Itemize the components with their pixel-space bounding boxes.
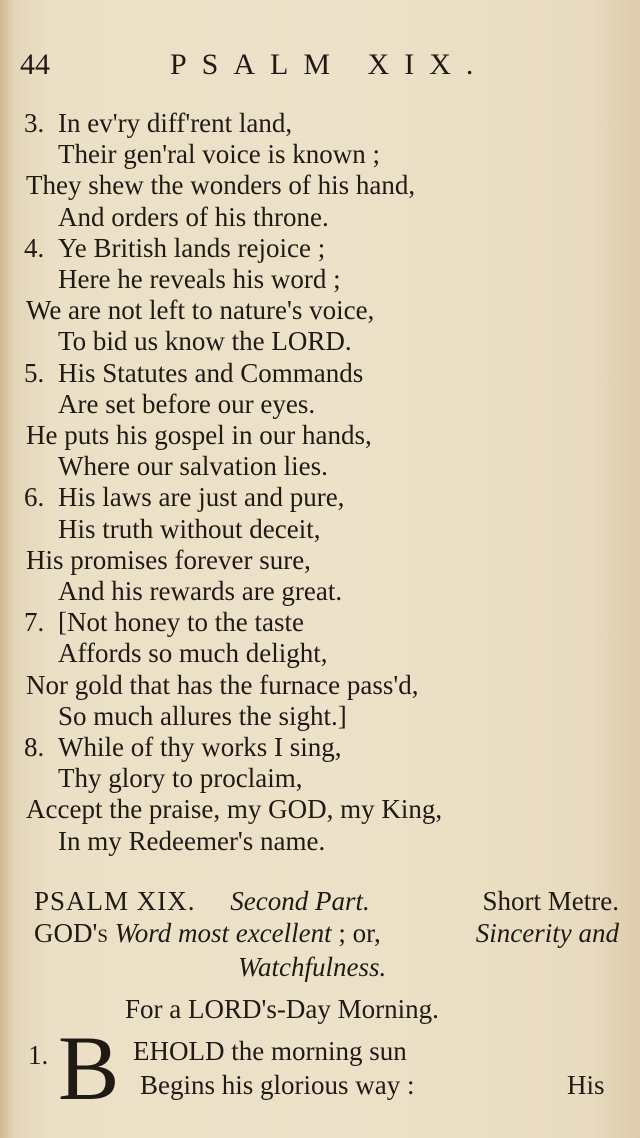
verse-line xyxy=(58,139,380,169)
page-gutter xyxy=(0,0,14,1138)
verse-text: Are set before our eyes. xyxy=(58,388,316,419)
verse-text: So much allures the sight.] xyxy=(58,700,347,731)
verse-line xyxy=(24,358,363,388)
hymn-second-line: Begins his glorious way : xyxy=(140,1070,415,1100)
verse-text: While of thy works I sing, xyxy=(58,732,342,762)
stanza-number: 5. xyxy=(24,357,45,388)
stanza-number: 7. xyxy=(24,607,45,638)
psalm-heading: PSALM XIX. xyxy=(34,886,196,916)
verse-line xyxy=(26,170,415,200)
verse-text: They shew the wonders of his hand, xyxy=(26,170,416,201)
verse-text: Ye British lands rejoice ; xyxy=(58,232,326,263)
verse-line xyxy=(26,295,374,325)
verse-line xyxy=(24,607,304,637)
verse-text: And his rewards are great. xyxy=(58,576,343,606)
psalm-subtitle-line-2: Watchfulness. xyxy=(238,952,387,982)
verse-text: His laws are just and pure, xyxy=(58,482,345,513)
subtitle-god: GOD's xyxy=(34,918,108,948)
verse-line xyxy=(24,108,292,138)
verse-text: [Not honey to the taste xyxy=(58,607,304,638)
verse-line xyxy=(58,326,352,356)
verse-text: His truth without deceit, xyxy=(58,513,321,544)
verse-text: Accept the praise, my GOD, my King, xyxy=(26,794,443,825)
verse-text: Nor gold that has the furnace pass'd, xyxy=(26,669,419,700)
stanza-number: 6. xyxy=(24,482,45,513)
part-heading xyxy=(34,886,619,917)
subtitle-or: ; or, xyxy=(338,918,381,948)
verse-line xyxy=(26,794,442,824)
verse-text: We are not left to nature's voice, xyxy=(26,295,375,326)
occasion-heading: For a LORD's-Day Morning. xyxy=(125,994,439,1024)
stanza-number: 8. xyxy=(24,732,45,762)
page-number: 44 xyxy=(20,48,50,81)
verse-text: Where our salvation lies. xyxy=(58,451,328,482)
stanza-number: 3. xyxy=(24,108,45,138)
verse-text: Affords so much delight, xyxy=(58,638,328,669)
verse-text: Thy glory to proclaim, xyxy=(58,763,303,794)
running-head: PSALM XIX. xyxy=(170,48,489,81)
stanza-number: 4. xyxy=(24,232,45,263)
verse-text: And orders of his throne. xyxy=(58,201,329,232)
verse-line xyxy=(58,826,325,856)
verse-text: Here he reveals his word ; xyxy=(58,264,341,294)
verse-line xyxy=(26,670,419,700)
verse-line xyxy=(58,451,328,481)
metre-label: Short Metre. xyxy=(482,886,619,916)
verse-line xyxy=(26,420,372,450)
verse-line xyxy=(24,233,325,263)
verse-line xyxy=(26,545,311,575)
subtitle-word: Word most excellent xyxy=(114,918,332,948)
verse-line xyxy=(58,389,315,419)
psalm-subtitle-line-1 xyxy=(34,918,619,949)
subtitle-sincerity: Sincerity and xyxy=(475,918,619,948)
page-header xyxy=(20,42,500,82)
verse-text: In ev'ry diff'rent land, xyxy=(58,108,293,138)
verse-line xyxy=(58,264,341,294)
drop-cap: B xyxy=(58,1017,120,1119)
hymn-first-line: EHOLD the morning sun xyxy=(133,1036,407,1066)
verse-line xyxy=(58,514,320,544)
verse-line xyxy=(58,576,342,606)
verse-line xyxy=(58,763,302,793)
verse-text: To bid us know the LORD. xyxy=(58,326,352,357)
verse-text: He puts his gospel in our hands, xyxy=(26,420,372,450)
verse-text: Their gen'ral voice is known ; xyxy=(58,139,381,170)
verse-line xyxy=(58,202,329,232)
verse-line xyxy=(58,701,347,731)
verse-text: His promises forever sure, xyxy=(26,544,311,575)
part-label: Second Part. xyxy=(230,886,370,916)
verse-text: His Statutes and Commands xyxy=(58,357,364,388)
hymn-stanza-number: 1. xyxy=(28,1040,49,1070)
verse-line xyxy=(58,638,327,668)
verse-line xyxy=(24,482,344,512)
verse-text: In my Redeemer's name. xyxy=(58,825,326,856)
verse-line xyxy=(24,732,341,762)
catchword: His xyxy=(567,1070,605,1100)
